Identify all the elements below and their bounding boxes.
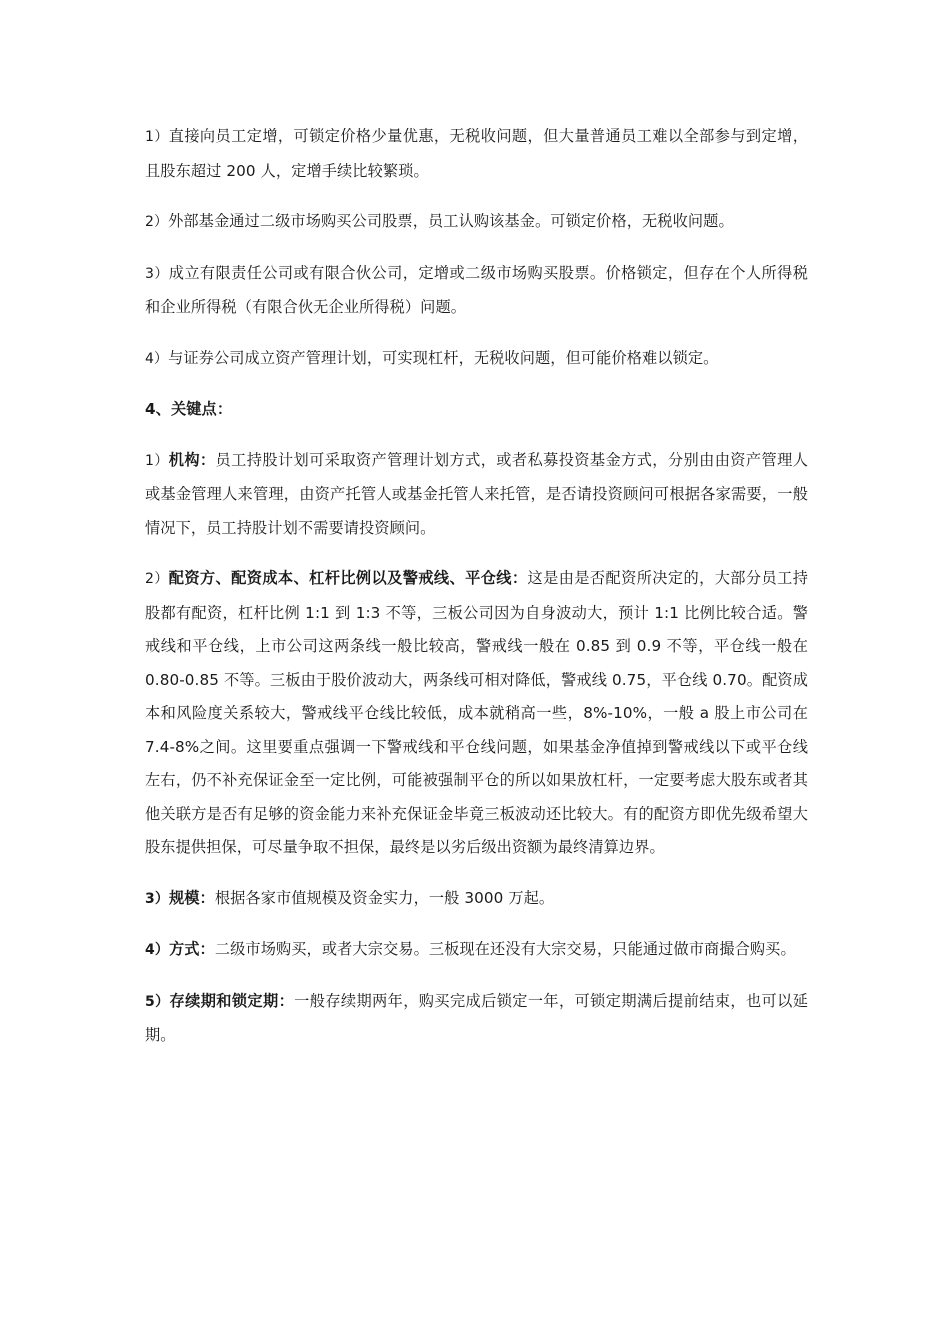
paragraph-key-institution — [145, 444, 808, 546]
item-number: 3） — [145, 265, 169, 282]
item-lead: 存续期和锁定期： — [169, 991, 295, 1010]
item-number: 3） — [145, 890, 169, 907]
paragraph-text: 直接向员工定增，可锁定价格少量优惠，无税收问题，但大量普通员工难以全部参与到定增，且股东超过 200 人，定增手续比较繁琐。 — [145, 127, 808, 180]
paragraph-text: 这是由是否配资所决定的，大部分员工持股都有配资，杠杆比例 1:1 到 1:3 不等，三板公司因为自身波动大，预计 1:1 比例比较合适。警戒线和平仓线，上市公司这两条线一般比较高，警戒线一般在 0.85 到 0.9 不等，平仓线一般在 0.80-0.85 不等。三板由于股价波动大，两条线可相对降低，警戒线 0.75，平仓线 0.70。配资成本和风险度关系较大，警戒线平仓线比较低，成本就稍高一些，8%-10%，一般 a 股上市公司在 7.4-8%之间。这里要重点强调一下警戒线和平仓线问题，如果基金净值掉到警戒线以下或平仓线左右，仍不补充保证金至一定比例，可能被强制平仓的所以如果放杠杆，一定要考虑大股东或者其他关联方是否有足够的资金能力来补充保证金毕竟三板波动还比较大。有的配资方即优先级希望大股东提供担保，可尽量争取不担保，最终是以劣后级出资额为最终清算边界。 — [145, 569, 808, 856]
item-number: 4） — [145, 350, 169, 367]
paragraph-text: 外部基金通过二级市场购买公司股票，员工认购该基金。可锁定价格，无税收问题。 — [168, 212, 734, 230]
item-number: 2） — [145, 571, 169, 587]
item-number: 4） — [145, 942, 169, 958]
paragraph-key-scale — [145, 882, 808, 917]
paragraph-key-duration — [145, 985, 808, 1053]
item-lead: 机构： — [168, 450, 216, 469]
document-body — [145, 120, 808, 1070]
paragraph-text: 根据各家市值规模及资金实力，一般 3000 万起。 — [214, 888, 555, 907]
paragraph-text: 二级市场购买，或者大宗交易。三板现在还没有大宗交易，只能通过做市商撮合购买。 — [214, 940, 796, 958]
paragraph-text: 与证券公司成立资产管理计划，可实现杠杆，无税收问题，但可能价格难以锁定。 — [168, 348, 719, 367]
item-number: 1） — [145, 129, 169, 145]
item-lead: 配资方、配资成本、杠杆比例以及警戒线、平仓线： — [168, 569, 528, 587]
paragraph-method-3 — [145, 257, 808, 325]
paragraph-method-4 — [145, 342, 808, 377]
paragraph-method-2 — [145, 205, 808, 240]
section-heading-key-points — [145, 393, 808, 427]
item-number: 2） — [145, 214, 169, 230]
paragraph-text: 成立有限责任公司或有限合伙公司，定增或二级市场购买股票。价格锁定，但存在个人所得税和企业所得税（有限合伙无企业所得税）问题。 — [145, 263, 808, 316]
paragraph-key-method — [145, 933, 808, 968]
paragraph-method-1 — [145, 120, 808, 188]
heading-number: 4、 — [145, 400, 171, 418]
item-number: 1） — [145, 452, 169, 469]
paragraph-text: 一般存续期两年，购买完成后锁定一年，可锁定期满后提前结束，也可以延期。 — [145, 991, 808, 1044]
item-number: 5） — [145, 993, 170, 1010]
paragraph-text: 员工持股计划可采取资产管理计划方式，或者私募投资基金方式，分别由由资产管理人或基金管理人来管理，由资产托管人或基金托管人来托管，是否请投资顾问可根据各家需要，一般情况下，员工持股计划不需要请投资顾问。 — [145, 450, 808, 537]
paragraph-key-financing — [145, 562, 808, 865]
item-lead: 规模： — [168, 888, 215, 907]
item-lead: 方式： — [168, 940, 215, 958]
heading-text: 关键点： — [170, 400, 233, 418]
